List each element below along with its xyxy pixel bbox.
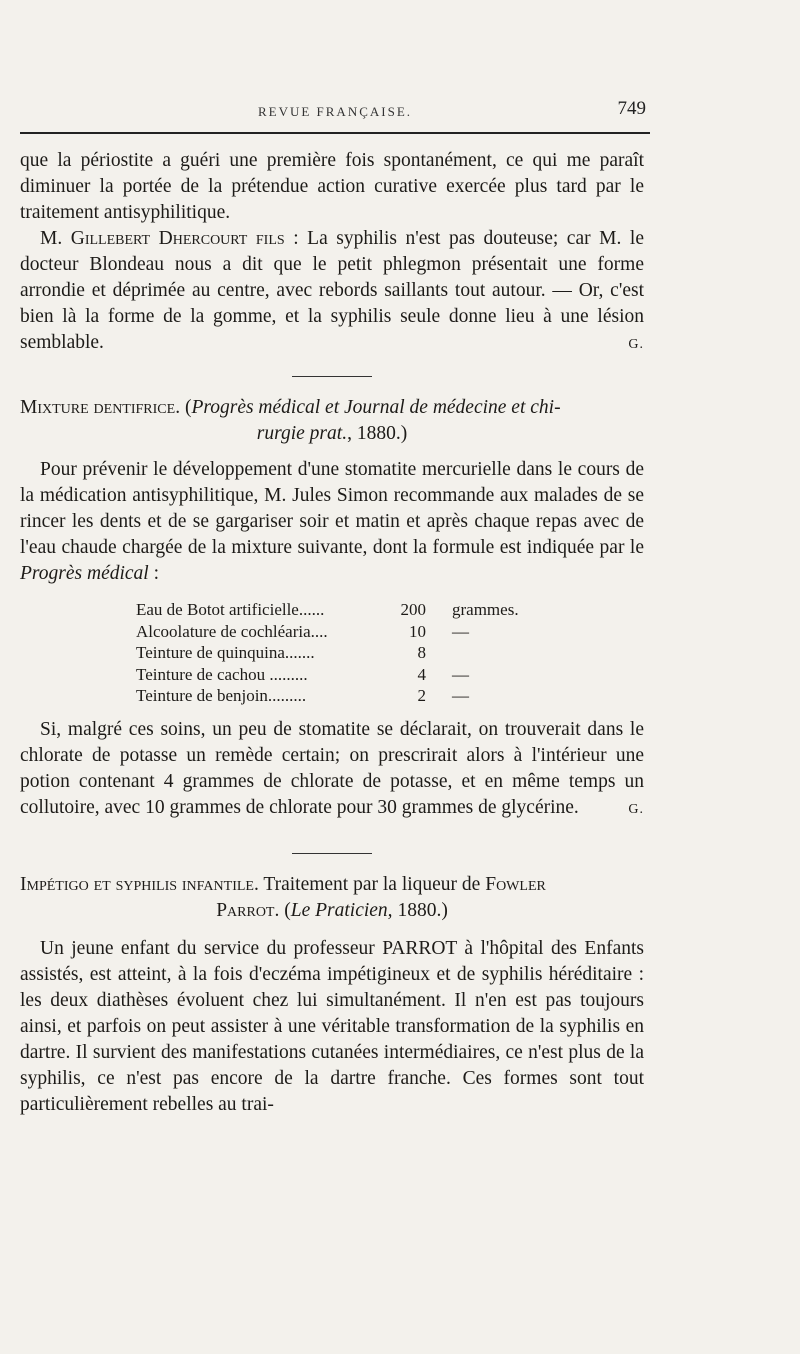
heading-paren: ( — [279, 899, 291, 921]
heading-ref-and: et — [320, 397, 344, 418]
recipe-row — [136, 664, 644, 686]
heading-title: Mixture dentifrice. — [20, 397, 181, 418]
heading-ref-close: , 1880.) — [347, 423, 408, 444]
heading-ref: Le Praticien, — [290, 899, 393, 921]
recipe-ingredient: Teinture de cachou ......... — [136, 664, 308, 684]
recipe-unit: grammes. — [452, 600, 519, 619]
recipe-quantity: 4 — [417, 664, 426, 684]
intro-italic: Progrès médical — [20, 563, 149, 584]
recipe-table — [136, 599, 644, 707]
recipe-unit: — — [452, 686, 469, 705]
recipe-quantity: 2 — [417, 686, 426, 705]
heading-mixture — [20, 395, 644, 421]
heading-title: Impétigo et syphilis infantile. — [20, 873, 259, 895]
paragraph-mixture-outro — [20, 717, 644, 821]
recipe-ingredient: Alcoolature de cochléaria.... — [136, 621, 328, 641]
heading-paren: ( — [180, 397, 192, 418]
section-separator — [292, 853, 372, 854]
recipe-row — [136, 599, 644, 621]
signature: G. — [628, 337, 644, 352]
recipe-ingredient: Teinture de quinquina....... — [136, 643, 315, 662]
recipe-unit — [452, 642, 592, 664]
paragraph-dhercourt — [20, 226, 644, 356]
page-number: 749 — [617, 98, 646, 119]
heading-ref-1: Progrès médical — [191, 397, 321, 418]
heading-impetigo — [20, 872, 644, 898]
header-rule — [20, 132, 650, 134]
section-separator — [292, 376, 372, 377]
heading-ref-3: rurgie prat. — [256, 423, 348, 444]
speaker-text: : La syphilis n'est pas douteuse; car M. le docteur Blondeau nous a dit que le petit phlegmon présentait une forme arrondie et déprimée au centre, avec rebords saillants tout autour. — Or, c'est bien là la forme de la gomme, et la syphilis seule donne lieu à une lésion semblable. — [20, 228, 644, 353]
recipe-quantity: 10 — [409, 621, 426, 641]
recipe-ingredient: Eau de Botot artificielle...... — [136, 600, 325, 619]
recipe-ingredient: Teinture de benjoin......... — [136, 686, 307, 705]
heading-rest: Traitement par la liqueur de — [258, 873, 486, 895]
heading-impetigo-cont — [20, 898, 644, 924]
recipe-unit: — — [452, 621, 469, 641]
heading-ref-2: Journal de médecine et chi- — [344, 397, 561, 418]
heading-ref-close: 1880.) — [392, 899, 448, 921]
page-header — [20, 98, 650, 124]
paragraph-periostite: que la périostite a guéri une première fois spontanément, ce qui me paraît diminuer la portée de la prétendue action curative exercée plus tard par le traitement antisyphilitique. — [20, 150, 644, 223]
heading-name: Fowler — [485, 873, 546, 895]
heading-mixture-cont — [20, 421, 644, 447]
signature: G. — [628, 801, 644, 817]
outro-text: Si, malgré ces soins, un peu de stomatite se déclarait, on trouverait dans le chlorate de potasse un remède certain; on prescrirait alors à l'intérieur une potion contenant 4 grammes de chlorate de potasse, et en même temps un collutoire, avec 10 grammes de chlorate pour 30 grammes de glycérine. — [20, 718, 644, 818]
paragraph-impetigo: Un jeune enfant du service du professeur PARROT à l'hôpital des Enfants assistés, est atteint, à la fois d'eczéma impétigineux et de syphilis héréditaire : les deux diathèses évoluent chez lui simultanément. Il n'en est pas toujours ainsi, et parfois on peut assister à une véritable transformation de la syphilis en dartre. Il survient des manifestations cutanées intermédiaires, ce n'est plus de la syphilis, ce n'est pas encore de la dartre franche. Ces formes sont tout particulièrement rebelles au trai- — [20, 937, 644, 1115]
recipe-quantity: 8 — [417, 643, 426, 662]
intro-text: Pour prévenir le développement d'une stomatite mercurielle dans le cours de la médication antisyphilitique, M. Jules Simon recommande aux malades de se rincer les dents et de se gargariser soir et matin et après chaque repas avec de l'eau chaude chargée de la mixture suivante, dont la formule est indiquée par le — [20, 459, 644, 558]
paragraph-mixture-intro — [20, 457, 644, 587]
recipe-unit: — — [452, 664, 469, 684]
running-title: REVUE FRANÇAISE. — [257, 104, 413, 119]
recipe-row — [136, 685, 644, 707]
recipe-row — [136, 642, 644, 664]
intro-end: : — [148, 563, 160, 584]
recipe-row — [136, 621, 644, 643]
recipe-quantity: 200 — [400, 600, 426, 619]
speaker-name: M. Gillebert Dhercourt fils — [40, 228, 285, 249]
heading-name-2: Parrot. — [216, 899, 280, 921]
body-text — [20, 148, 644, 1118]
